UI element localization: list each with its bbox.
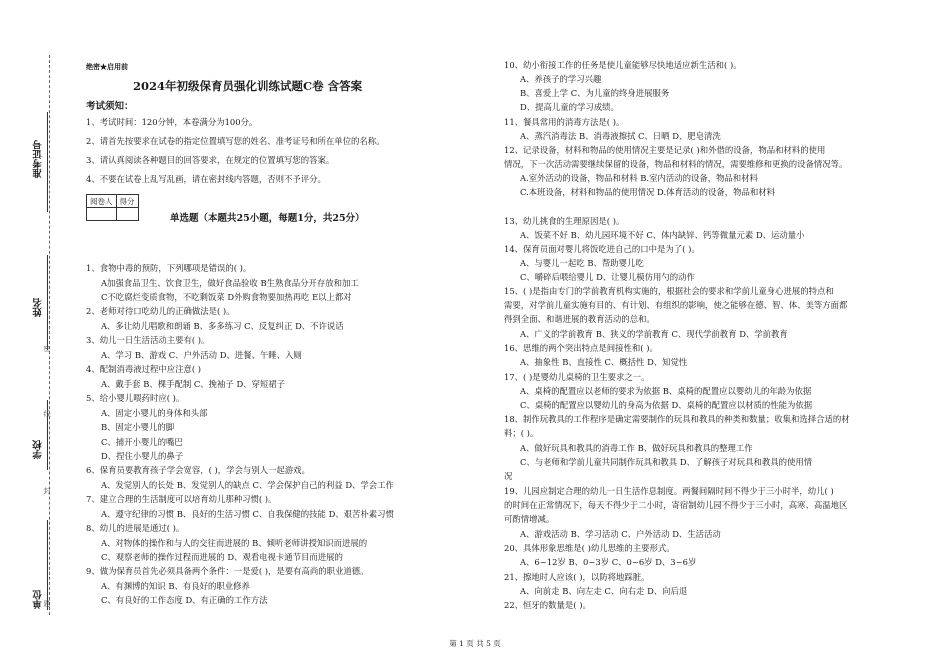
option-line: B、固定小婴儿的脚 xyxy=(101,422,175,432)
reviewer-cell: 阅卷人 xyxy=(87,195,117,208)
question-line: 10、幼小衔接工作的任务是使儿童能够尽快地适应新生活和( )。 xyxy=(504,60,742,70)
question-line: 情况，下一次活动需要继续保留的设备，物品和材料的情况，需要维修和更换的设备情况等。 xyxy=(504,159,848,169)
exam-number-label: 准考证号 xyxy=(33,140,44,178)
option-line: A.室外活动的设备，物品和材料 B.室内活动的设备，物品和材料 xyxy=(520,173,758,183)
option-line: A、多让幼儿唱歌和朗诵 B、多多练习 C、反复纠正 D、不许说话 xyxy=(101,321,344,331)
option-line: D、捏住小婴儿的鼻子 xyxy=(101,451,184,461)
question-line: 11、餐具常用的消毒方法是( )。 xyxy=(504,117,625,127)
question-line: 3、幼儿一日生活活动主要有( )。 xyxy=(86,335,210,345)
question-line: 9、做为保育员首先必须具备两个条件：一是爱( )，是要有高尚的职业道德。 xyxy=(86,566,369,576)
question-line: 17、( )是婴幼儿桌椅的卫生要求之一。 xyxy=(504,372,650,382)
option-line: A、固定小婴儿的身体和头部 xyxy=(101,408,208,418)
score-cell: 得分 xyxy=(116,195,138,208)
option-line: A、遵守纪律的习惯 B、良好的生活习惯 C、自我保健的技能 D、艰苦朴素习惯 xyxy=(101,509,394,519)
seal-mark-feng: 封 xyxy=(43,487,51,494)
question-line: 7、建立合理的生活制度可以培育幼儿那种习惯( )。 xyxy=(86,494,277,504)
instruction-item: 3、请认真阅读各种题目的回答要求，在规定的位置填写您的答案。 xyxy=(86,155,335,165)
option-line: C不吃腐烂变质食物，不吃剩饭菜 D外购食物要加热再吃 E以上都对 xyxy=(101,292,352,302)
question-line: 19、儿园应制定合理的幼儿一日生活作息制度。两餐间隔时间不得少于三小时半，幼儿( ) xyxy=(504,486,834,496)
option-line: A、做好玩具和教具的消毒工作 B、做好玩具和教具的整理工作 xyxy=(520,443,753,453)
question-line: 可酌情增减。 xyxy=(504,514,555,524)
option-line: A、发觉别人的长处 B、发觉别人的缺点 C、学会保护自己的利益 D、学会工作 xyxy=(101,480,394,490)
option-line: A、蒸汽消毒法 B、消毒液擦拭 C、日晒 D、肥皂清洗 xyxy=(520,131,721,141)
question-line: 18、制作玩教具的工作程序是确定需要制作的玩具和教具的种类和数量；收集和选择合适的材 xyxy=(504,414,850,424)
seal-line xyxy=(49,55,50,615)
question-line: 6、保育员要教育孩子学会宽容，( )，学会与别人一起游戏。 xyxy=(86,465,310,475)
page-footer: 第 1 页 共 5 页 xyxy=(449,639,501,648)
question-line: 5、给小婴儿喂药时应( )。 xyxy=(86,393,185,403)
question-line: 15、( )是指由专门的学前教育机构实施的，根据社会的要求和学前儿童身心进展的特点和 xyxy=(504,286,834,296)
name-label: 姓名 xyxy=(33,298,44,317)
unit-label: 单位 xyxy=(33,590,44,609)
option-line: A、与婴儿一起吃 B、帮助婴儿吃 xyxy=(520,258,644,268)
instruction-item: 4、不要在试卷上乱写乱画，请在密封线内答题，否则不予评分。 xyxy=(86,174,326,184)
option-line: C、与老师和学前儿童共同制作玩具和教具 D、了解孩子对玩具和教具的使用情 xyxy=(520,457,813,467)
question-line: 13、幼儿挑食的生理原因是( )。 xyxy=(504,216,625,226)
score-table xyxy=(86,194,139,221)
score-blank xyxy=(116,208,138,221)
option-line: A、抽象性 B、直接性 C、概括性 D、知觉性 xyxy=(520,357,688,367)
name-underline xyxy=(47,255,48,350)
unit-underline xyxy=(47,520,48,610)
seal-mark-xian: 线 xyxy=(43,410,51,417)
option-line: A加强食品卫生、饮食卫生，做好食品验收 B生熟食品分开存放和加工 xyxy=(101,278,359,288)
section-heading: 单选题（本题共25小题，每题1分，共25分） xyxy=(170,213,365,224)
question-line: 的时间在正常情况下，每天不得少于二小时，寄宿制幼儿园不得少于三小时，高寒、高温地区 xyxy=(504,500,848,510)
question-line: 4、配制消毒液过程中应注意( ) xyxy=(86,364,202,374)
option-line: A、游戏活动 B、学习活动 C、户外活动 D、生活活动 xyxy=(520,529,721,539)
secret-label: 绝密★启用前 xyxy=(86,62,128,71)
option-line: A、向前走 B、向左走 C、向右走 D、向后退 xyxy=(520,586,688,596)
instruction-item: 1、考试时间：120分钟，本卷满分为100分。 xyxy=(86,117,258,127)
instructions-heading: 考试须知： xyxy=(86,101,134,112)
option-line: A、6~12岁 B、0~3岁 C、0~6岁 D、3~6岁 xyxy=(520,557,697,567)
question-line: 16、思维的两个突出特点是间接性和( )。 xyxy=(504,343,658,353)
question-line: 8、幼儿的进展是通过( )。 xyxy=(86,523,185,533)
option-line: C、有良好的工作态度 D、有正确的工作方法 xyxy=(101,595,268,605)
seal-mark-ti: 题 xyxy=(43,600,51,607)
exam-number-underline xyxy=(47,112,48,212)
option-line: 况 xyxy=(504,471,513,481)
option-line: A、桌椅的配置应以老师的要求为依据 B、桌椅的配置应以婴幼儿的年龄为依据 xyxy=(520,386,812,396)
question-line: 料；( )。 xyxy=(504,428,539,438)
question-line: 22、恒牙的数量是( )。 xyxy=(504,600,591,610)
reviewer-blank xyxy=(87,208,117,221)
question-line: 14、保育员面对婴儿将饭吃进自己的口中是为了( )。 xyxy=(504,244,700,254)
school-label: 学校 xyxy=(33,440,44,459)
seal-mark-mi: 密 xyxy=(43,345,51,352)
option-line: C、捕开小婴儿的嘴巴 xyxy=(101,437,183,447)
option-line: A、养孩子的学习兴趣 xyxy=(520,74,602,84)
option-line: A、对物体的操作和与人的交往而进展的 B、倾听老师讲授知识而进展的 xyxy=(101,538,368,548)
option-line: B、喜爱上学 C、为儿童的终身进展服务 xyxy=(520,88,670,98)
page-title: 2024年初级保育员强化训练试题C卷 含答案 xyxy=(133,79,363,93)
option-line: A、学习 B、游戏 C、户外活动 D、进餐、午睡、入厕 xyxy=(101,350,302,360)
question-line: 21、擦地时人应该( )，以防将地踩脏。 xyxy=(504,572,650,582)
option-line: C.本班设备，材料和物品的使用情况 D.体育活动的设备，物品和材料 xyxy=(520,187,776,197)
question-line: 2、老师对待口吃幼儿的正确做法是( )。 xyxy=(86,306,235,316)
instruction-item: 2、请首先按要求在试卷的指定位置填写您的姓名、准考证号和所在单位的名称。 xyxy=(86,136,385,146)
option-line: C、嚼碎后喂给婴儿 D、让婴儿模仿用勺的动作 xyxy=(520,272,695,282)
option-line: D、提高儿童的学习成绩。 xyxy=(520,102,619,112)
option-line: A、有渊博的知识 B、有良好的职业修养 xyxy=(101,581,250,591)
option-line: C、观察老师的操作过程而进展的 D、观看电视卡通节目而进展的 xyxy=(101,552,343,562)
question-line: 需要，对学前儿童实施有目的、有计划、有组织的影响，使之能够在德、智、体、美等方面都 xyxy=(504,300,848,310)
question-line: 20、具体形象思维是( )幼儿思维的主要形式。 xyxy=(504,543,675,553)
question-line: 得到全面、和谐进展的教育活动的总和。 xyxy=(504,314,655,324)
option-line: A、广义的学前教育 B、狭义的学前教育 C、现代学前教育 D、学前教育 xyxy=(520,329,788,339)
question-line: 12、记录设备，材料和物品的使用情况主要是记录( )和外借的设备，物品和材料的使用 xyxy=(504,145,826,155)
question-line: 1、食物中毒的预防，下列哪项是错误的( )。 xyxy=(86,263,252,273)
option-line: C、桌椅的配置应以婴幼儿的身高为依据 D、桌椅的配置应以材质的性能为依据 xyxy=(520,400,813,410)
option-line: A、饭菜不好 B、幼儿园环境不好 C、体内缺锌、钙等微量元素 D、运动量小 xyxy=(520,230,805,240)
option-line: A、戴手套 B、棵手配制 C、挽袖子 D、穿短裙子 xyxy=(101,379,286,389)
